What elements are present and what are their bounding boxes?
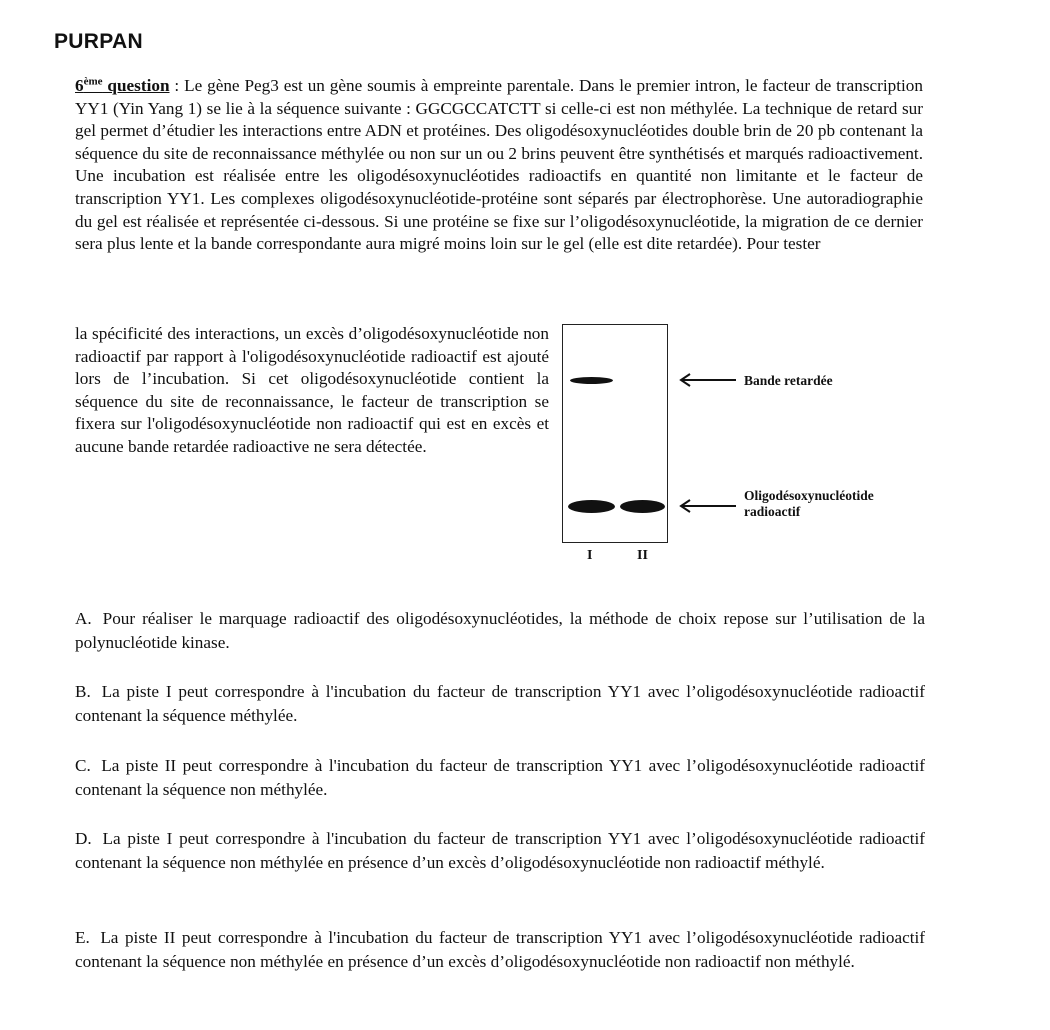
free-band-arrow-icon — [678, 498, 738, 514]
option-d — [75, 827, 925, 875]
option-b — [75, 680, 925, 728]
option-letter: C. — [75, 756, 91, 775]
question-number-suffix: ème — [83, 75, 103, 88]
free-band-label — [744, 488, 874, 520]
option-letter: D. — [75, 829, 92, 848]
page-header: PURPAN — [54, 30, 143, 53]
option-text: La piste II peut correspondre à l'incubation du facteur de transcription YY1 avec l’oligodésoxynucléotide radioactif contenant la séquence non méthylée. — [75, 756, 926, 799]
option-letter: B. — [75, 682, 91, 701]
free-band-lane-1 — [568, 500, 615, 513]
option-text: La piste I peut correspondre à l'incubation du facteur de transcription YY1 avec l’oligodésoxynucléotide radioactif contenant la séquence méthylée. — [75, 682, 925, 725]
question-word: question — [102, 76, 170, 95]
gel-autoradiograph — [562, 324, 668, 543]
free-band-label-line-2: radioactif — [744, 504, 801, 519]
free-band-label-line-1: Oligodésoxynucléotide — [744, 488, 874, 503]
option-a — [75, 607, 925, 655]
retarded-band-lane-1 — [570, 377, 613, 384]
lane-label-2: II — [637, 548, 648, 563]
retarded-band-label: Bande retardée — [744, 373, 833, 388]
option-e — [75, 926, 925, 974]
question-intro — [75, 75, 923, 256]
option-text: La piste II peut correspondre à l'incubation du facteur de transcription YY1 avec l’oligodésoxynucléotide radioactif contenant la séquence non méthylée en présence d’un excès d’oligodésoxynucléotide non radioactif non méthylé. — [75, 928, 926, 971]
question-number: 6 — [75, 76, 84, 95]
question-intro-text: : Le gène Peg3 est un gène soumis à empreinte parentale. Dans le premier intron, le facteur de transcription YY1 (Yin Yang 1) se lie à la séquence suivante : GGCGCCATCTT si celle-ci est non méthylée. La technique de retard sur gel permet d’étudier les interactions entre ADN et protéines. Des oligodésoxynucléotides double brin de 20 pb contenant la séquence du site de reconnaissance méthylée ou non sur un ou 2 brins peuvent être synthétisés et marqués radioactivement. Une incubation est réalisée entre les oligodésoxynucléotides radioactifs en quantité non limitante et le facteur de transcription YY1. Les complexes oligodésoxynucléotide-protéine sont séparés par électrophorèse. Une autoradiographie du gel est réalisée et représentée ci-dessous. Si une protéine se fixe sur l’oligodésoxynucléotide, la migration de ce dernier sera plus lente et la bande correspondante aura migré moins loin sur le gel (elle est dite retardée). Pour tester — [75, 76, 923, 254]
option-letter: E. — [75, 928, 90, 947]
question-label — [75, 76, 170, 95]
option-c — [75, 754, 925, 802]
option-text: Pour réaliser le marquage radioactif des oligodésoxynucléotides, la méthode de choix repose sur l’utilisation de la polynucléotide kinase. — [75, 609, 925, 652]
retarded-band-arrow-icon — [678, 372, 738, 388]
free-band-lane-2 — [620, 500, 665, 513]
question-side-text: la spécificité des interactions, un excès d’oligodésoxynucléotide non radioactif par rapport à l'oligodésoxynucléotide radioactif est ajouté lors de l’incubation. Si cet oligodésoxynucléotide contient la séquence du site de reconnaissance, le facteur de transcription se fixera sur l'oligodésoxynucléotide non radioactif qui est en excès et aucune bande retardée radioactive ne sera détectée. — [75, 324, 549, 456]
option-letter: A. — [75, 609, 92, 628]
lane-label-1: I — [587, 548, 593, 563]
option-text: La piste I peut correspondre à l'incubation du facteur de transcription YY1 avec l’oligodésoxynucléotide radioactif contenant la séquence non méthylée en présence d’un excès d’oligodésoxynucléotide non radioactif méthylé. — [75, 829, 925, 872]
